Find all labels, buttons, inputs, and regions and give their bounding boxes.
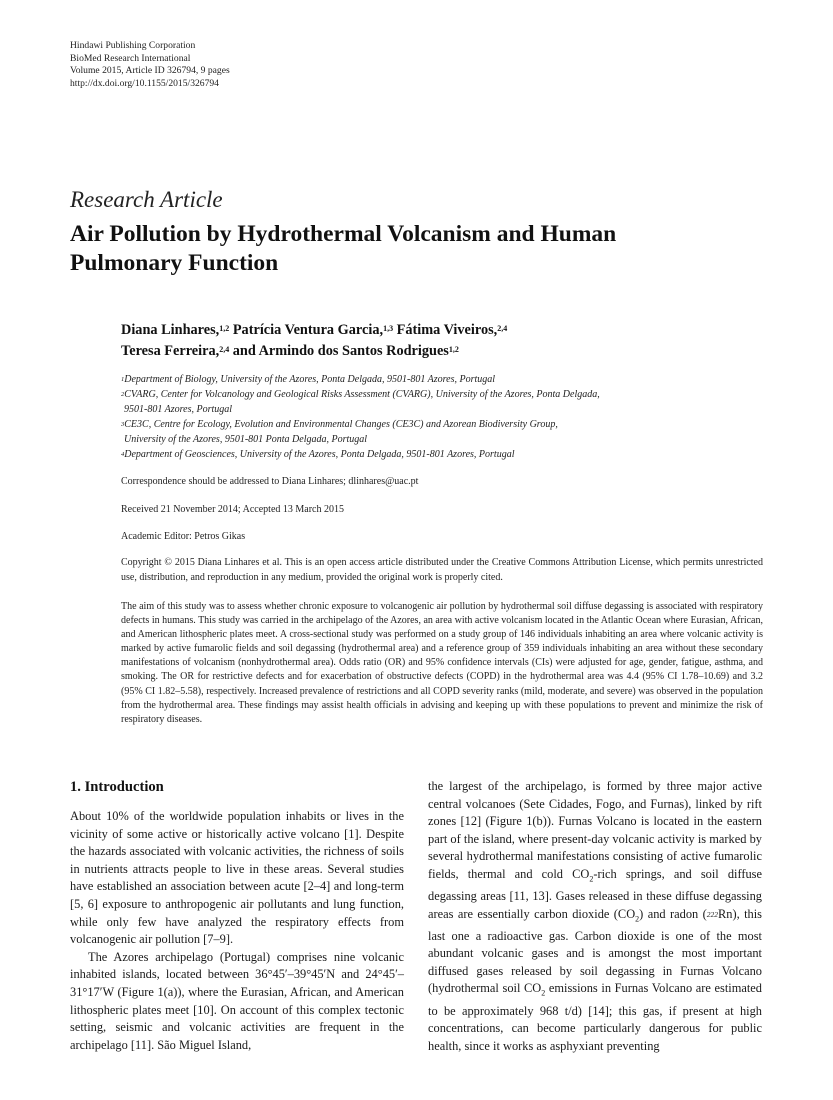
- body-text: the largest of the archipelago, is formed by three major active central volcanoes (Sete Cidades, Fogo, and Furnas), linked by rift zones [12] (Figure 1(b)). Furnas Volcano is located in the eastern part of the island, where present-day volcanic activity is marked by several hydrothermal manifestations consisting of active fumarolic fields, thermal and cold CO: [428, 779, 762, 881]
- subscript: 2: [541, 988, 546, 998]
- author-affil: 2,4: [497, 324, 508, 333]
- affiliation-text: 9501-801 Azores, Portugal: [124, 404, 233, 415]
- author-affil: 1,2: [219, 324, 230, 333]
- superscript: 222: [706, 909, 718, 919]
- affiliation-text: Department of Geosciences, University of the Azores, Ponta Delgada, 9501-801 Azores, Portugal: [124, 449, 515, 460]
- body-paragraph: [428, 778, 762, 1055]
- affiliation-text: Department of Biology, University of the Azores, Ponta Delgada, 9501-801 Azores, Portugal: [124, 374, 496, 385]
- section-heading: 1. Introduction: [70, 779, 164, 795]
- author-name: Teresa Ferreira,: [121, 343, 220, 359]
- author-affil: 1,3: [383, 324, 394, 333]
- academic-editor: Academic Editor: Petros Gikas: [121, 531, 246, 542]
- journal-name: BioMed Research International: [70, 52, 191, 64]
- body-text: ) and radon (: [639, 906, 707, 921]
- doi-link[interactable]: http://dx.doi.org/10.1155/2015/326794: [70, 77, 219, 89]
- volume-line: Volume 2015, Article ID 326794, 9 pages: [70, 65, 230, 76]
- author-affil: 1,2: [448, 345, 459, 354]
- publisher: Hindawi Publishing Corporation: [70, 40, 196, 51]
- affiliations: [121, 372, 761, 462]
- body-paragraph: About 10% of the worldwide population inhabits or lives in the vicinity of some active or historically active volcano [1]. Despite the hazards associated with volcanic activities, the richness of soils in nutrients attracts people to live in these areas. Several studies have established an association between acute [2–4] and long-term [5, 6] exposure to anthropogenic air pollutants and lung function, while only few have analyzed the respiratory effects from volcanogenic air pollution [7–9].: [70, 809, 404, 947]
- left-column: [70, 778, 404, 1054]
- affiliation-text: University of the Azores, 9501-801 Ponta Delgada, Portugal: [124, 434, 368, 445]
- affiliation: [121, 372, 761, 387]
- right-column: [428, 778, 762, 1055]
- body-text: emissions in Furnas Volcano are estimated to be approximately 968 t/d) [14]; this gas, if present at high concentrations, can become particularly dangerous for public health, since it works as asphyxiant preventing: [428, 981, 763, 1053]
- article-title: Air Pollution by Hydrothermal Volcanism and Human Pulmonary Function: [70, 221, 617, 276]
- journal-info: [70, 40, 230, 90]
- affiliation-number: 1: [121, 376, 125, 383]
- author-affil: 2,4: [219, 345, 230, 354]
- affiliation-number: 2: [121, 391, 125, 398]
- body-text: Rn), this last one a radioactive gas. Carbon dioxide is one of the most abundant volcanic gases and is amongst the most important diffused gases released by soil degassing in Furnas Volcano (hydrothermal soil CO: [428, 906, 762, 996]
- copyright-notice: Copyright © 2015 Diana Linhares et al. This is an open access article distributed under the Creative Commons Attribution License, which permits unrestricted use, distribution, and reproduction in any medium, provided the original work is properly cited.: [121, 557, 763, 583]
- affiliation: [121, 417, 761, 447]
- author-name: Fátima Viveiros,: [396, 322, 498, 338]
- subscript: 2: [635, 914, 640, 924]
- affiliation: [121, 387, 761, 417]
- abstract: The aim of this study was to assess whether chronic exposure to volcanogenic air pollution by hydrothermal soil diffuse degassing is associated with respiratory defects in humans. This study was carried in the archipelago of the Azores, an area with active volcanism located in the Atlantic Ocean where Eurasian, African, and American lithospheric plates meet. A cross-sectional study was performed on a study group of 146 individuals inhabiting an area where volcanic activity is marked by active fumarolic fields and soil degassing (hydrothermal area) and a reference group of 359 individuals inhabiting an area without these secondary manifestations of volcanism (nonhydrothermal area). Odds ratio (OR) and 95% confidence intervals (CIs) were adjusted for age, gender, fatigue, asthma, and smoking. The OR for restrictive defects and for exacerbation of obstructive defects (COPD) in the hydrothermal area was 4.4 (95% CI 1.78–10.69) and 3.2 (95% CI 1.82–5.58), respectively. Increased prevalence of restrictions and all COPD severity ranks (mild, moderate, and severe) was observed in the population from the hydrothermal area. These findings may assist health officials in advising and keeping up with these populations to prevent and minimize the risk of respiratory diseases.: [121, 601, 763, 725]
- affiliation: [121, 447, 761, 462]
- affiliation-number: 3: [121, 421, 125, 428]
- author-list: [121, 320, 681, 362]
- author-name: and Armindo dos Santos Rodrigues: [232, 343, 449, 359]
- affiliation-text: CE3C, Centre for Ecology, Evolution and Environmental Changes (CE3C) and Azorean Biodiversity Group,: [124, 419, 558, 430]
- author-name: Diana Linhares,: [121, 322, 220, 338]
- affiliation-number: 4: [121, 451, 125, 458]
- author-name: Patrícia Ventura Garcia,: [232, 322, 384, 338]
- affiliation-text: CVARG, Center for Volcanology and Geological Risks Assessment (CVARG), University of the Azores, Ponta Delgada,: [124, 389, 600, 400]
- body-text: -rich springs, and soil diffuse degassing areas [11, 13]. Gases released in these diffuse degassing areas are essentially carbon dioxide (CO: [428, 866, 763, 921]
- body-paragraph: The Azores archipelago (Portugal) comprises nine volcanic inhabited islands, located between 36°45′–39°45′N and 24°45′–31°17′W (Figure 1(a)), where the Eurasian, African, and American lithospheric plates meet [10]. On account of this complex tectonic setting, seismic and volcanic activities are frequent in the archipelago [11]. São Miguel Island,: [70, 949, 404, 1052]
- article-type: Research Article: [70, 187, 223, 212]
- correspondence: Correspondence should be addressed to Diana Linhares; dlinhares@uac.pt: [121, 476, 419, 487]
- subscript: 2: [589, 874, 594, 884]
- received-dates: Received 21 November 2014; Accepted 13 March 2015: [121, 504, 344, 515]
